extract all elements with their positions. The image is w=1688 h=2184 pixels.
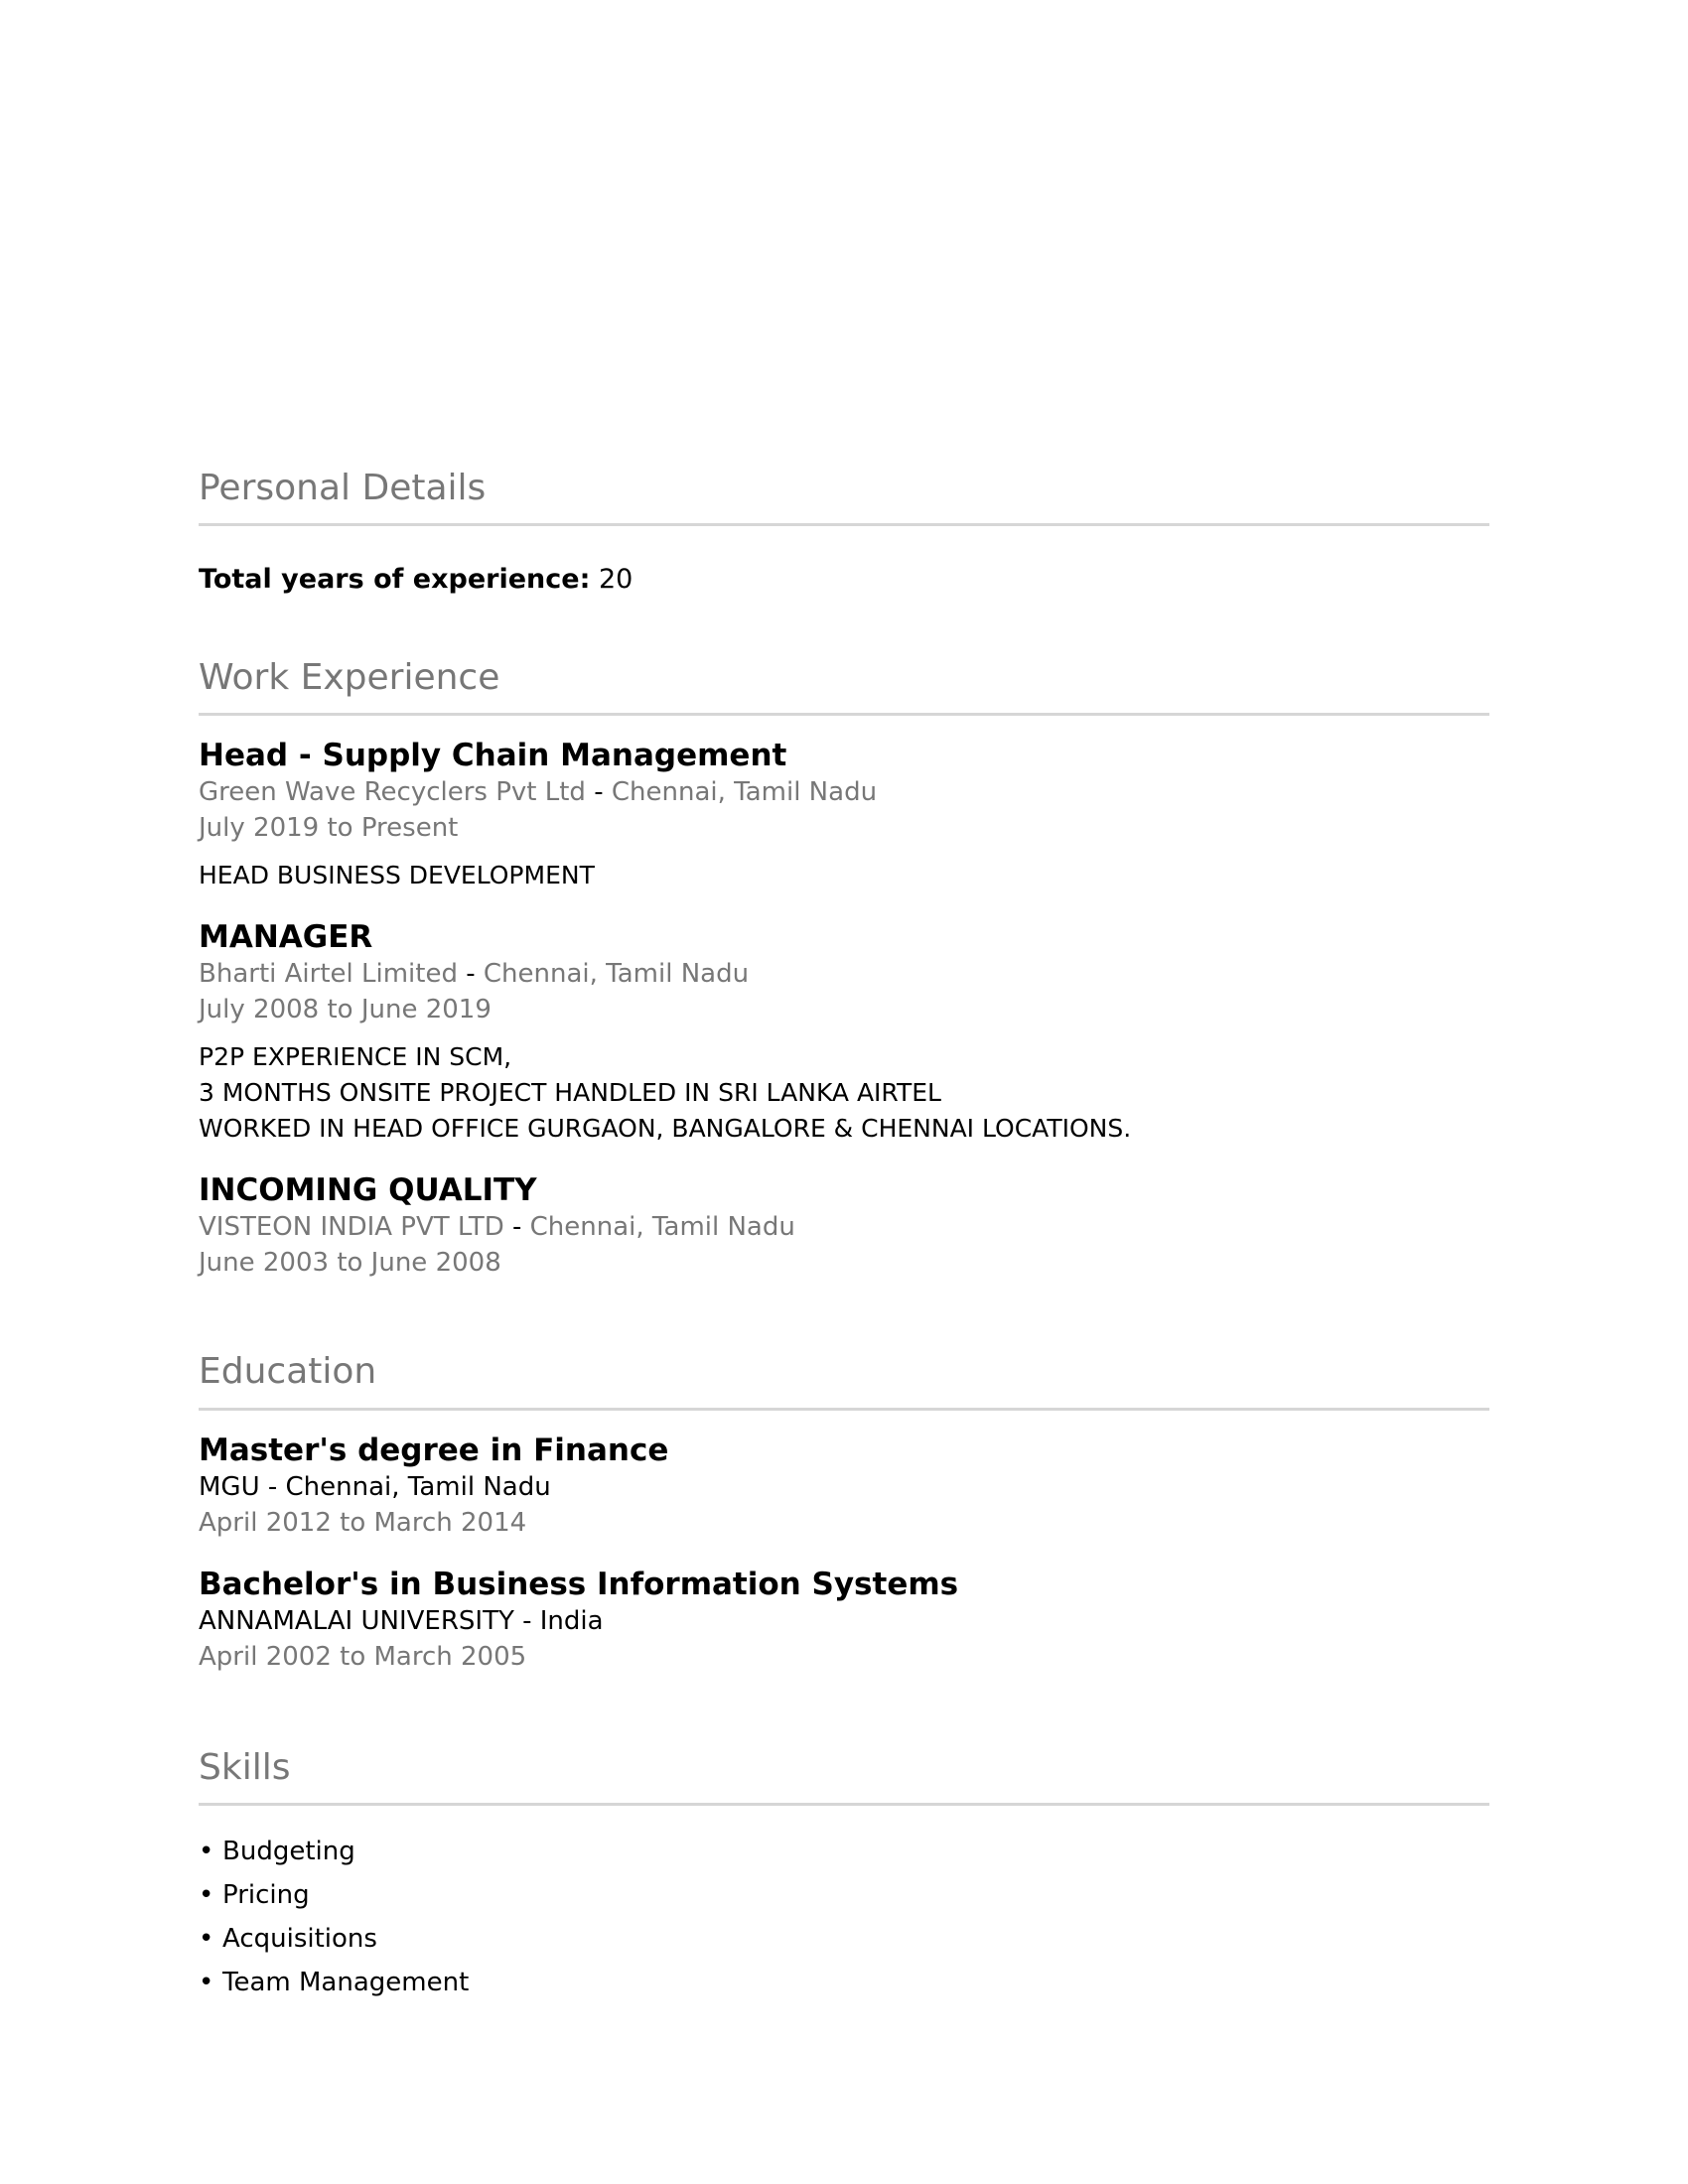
job-entry (199, 738, 1489, 893)
skill-label: Pricing (222, 1880, 310, 1911)
experience-row (199, 564, 1489, 596)
job-title: INCOMING QUALITY (199, 1172, 537, 1209)
education-degree: Master's degree in Finance (199, 1432, 669, 1468)
skill-item (199, 1917, 1489, 1961)
education-school: ANNAMALAI UNIVERSITY - India (199, 1605, 604, 1636)
job-separator: - (594, 776, 604, 807)
experience-label: Total years of experience: (199, 564, 591, 596)
bullet-icon: • (199, 1837, 214, 1867)
work-experience-section (199, 656, 1489, 1282)
job-location: Chennai, Tamil Nadu (483, 959, 750, 990)
section-title-skills: Skills (199, 1746, 291, 1788)
education-entry (199, 1433, 1489, 1541)
job-description-line: WORKED IN HEAD OFFICE GURGAON, BANGALORE & CHENNAI LOCATIONS. (199, 1114, 1132, 1144)
section-divider (199, 523, 1489, 526)
education-school: MGU - Chennai, Tamil Nadu (199, 1471, 551, 1502)
skill-item (199, 1830, 1489, 1873)
bullet-icon: • (199, 1968, 214, 1998)
job-entry (199, 1172, 1489, 1281)
section-divider (199, 713, 1489, 716)
experience-value: 20 (598, 564, 633, 596)
skill-item (199, 1873, 1489, 1917)
skills-section (199, 1746, 1489, 2004)
bullet-icon: • (199, 1880, 214, 1911)
section-divider (199, 1408, 1489, 1411)
job-location: Chennai, Tamil Nadu (529, 1212, 795, 1243)
job-description-line: P2P EXPERIENCE IN SCM, (199, 1042, 512, 1072)
job-dates: June 2003 to June 2008 (199, 1248, 501, 1279)
skill-label: Budgeting (222, 1837, 355, 1867)
job-description (199, 1039, 1489, 1147)
education-entry (199, 1567, 1489, 1675)
job-title: Head - Supply Chain Management (199, 737, 787, 773)
skill-label: Acquisitions (222, 1924, 377, 1955)
section-title-education: Education (199, 1351, 377, 1393)
job-description-line: 3 MONTHS ONSITE PROJECT HANDLED IN SRI LANKA AIRTEL (199, 1078, 941, 1108)
job-location: Chennai, Tamil Nadu (611, 776, 878, 807)
education-dates: April 2012 to March 2014 (199, 1507, 527, 1538)
job-separator: - (512, 1212, 522, 1243)
skills-list (199, 1830, 1489, 2004)
job-title: MANAGER (199, 918, 373, 955)
job-company: Bharti Airtel Limited (199, 959, 458, 990)
section-divider (199, 1803, 1489, 1806)
job-dates: July 2008 to June 2019 (199, 995, 492, 1025)
job-separator: - (466, 959, 476, 990)
skill-label: Team Management (222, 1968, 470, 1998)
job-company-line (199, 1209, 1489, 1245)
job-description-line: HEAD BUSINESS DEVELOPMENT (199, 860, 595, 889)
job-company-line (199, 774, 1489, 810)
section-title-personal-details: Personal Details (199, 468, 487, 508)
job-entry (199, 919, 1489, 1147)
skill-item (199, 1961, 1489, 2004)
job-company: Green Wave Recyclers Pvt Ltd (199, 776, 586, 807)
education-section (199, 1350, 1489, 1675)
job-company: VISTEON INDIA PVT LTD (199, 1212, 504, 1243)
job-description (199, 858, 1489, 893)
education-dates: April 2002 to March 2005 (199, 1641, 527, 1672)
bullet-icon: • (199, 1924, 214, 1955)
education-degree: Bachelor's in Business Information Systems (199, 1566, 959, 1602)
personal-details-section (199, 467, 1489, 597)
job-dates: July 2019 to Present (199, 812, 459, 843)
section-title-work-experience: Work Experience (199, 656, 500, 698)
job-company-line (199, 956, 1489, 992)
